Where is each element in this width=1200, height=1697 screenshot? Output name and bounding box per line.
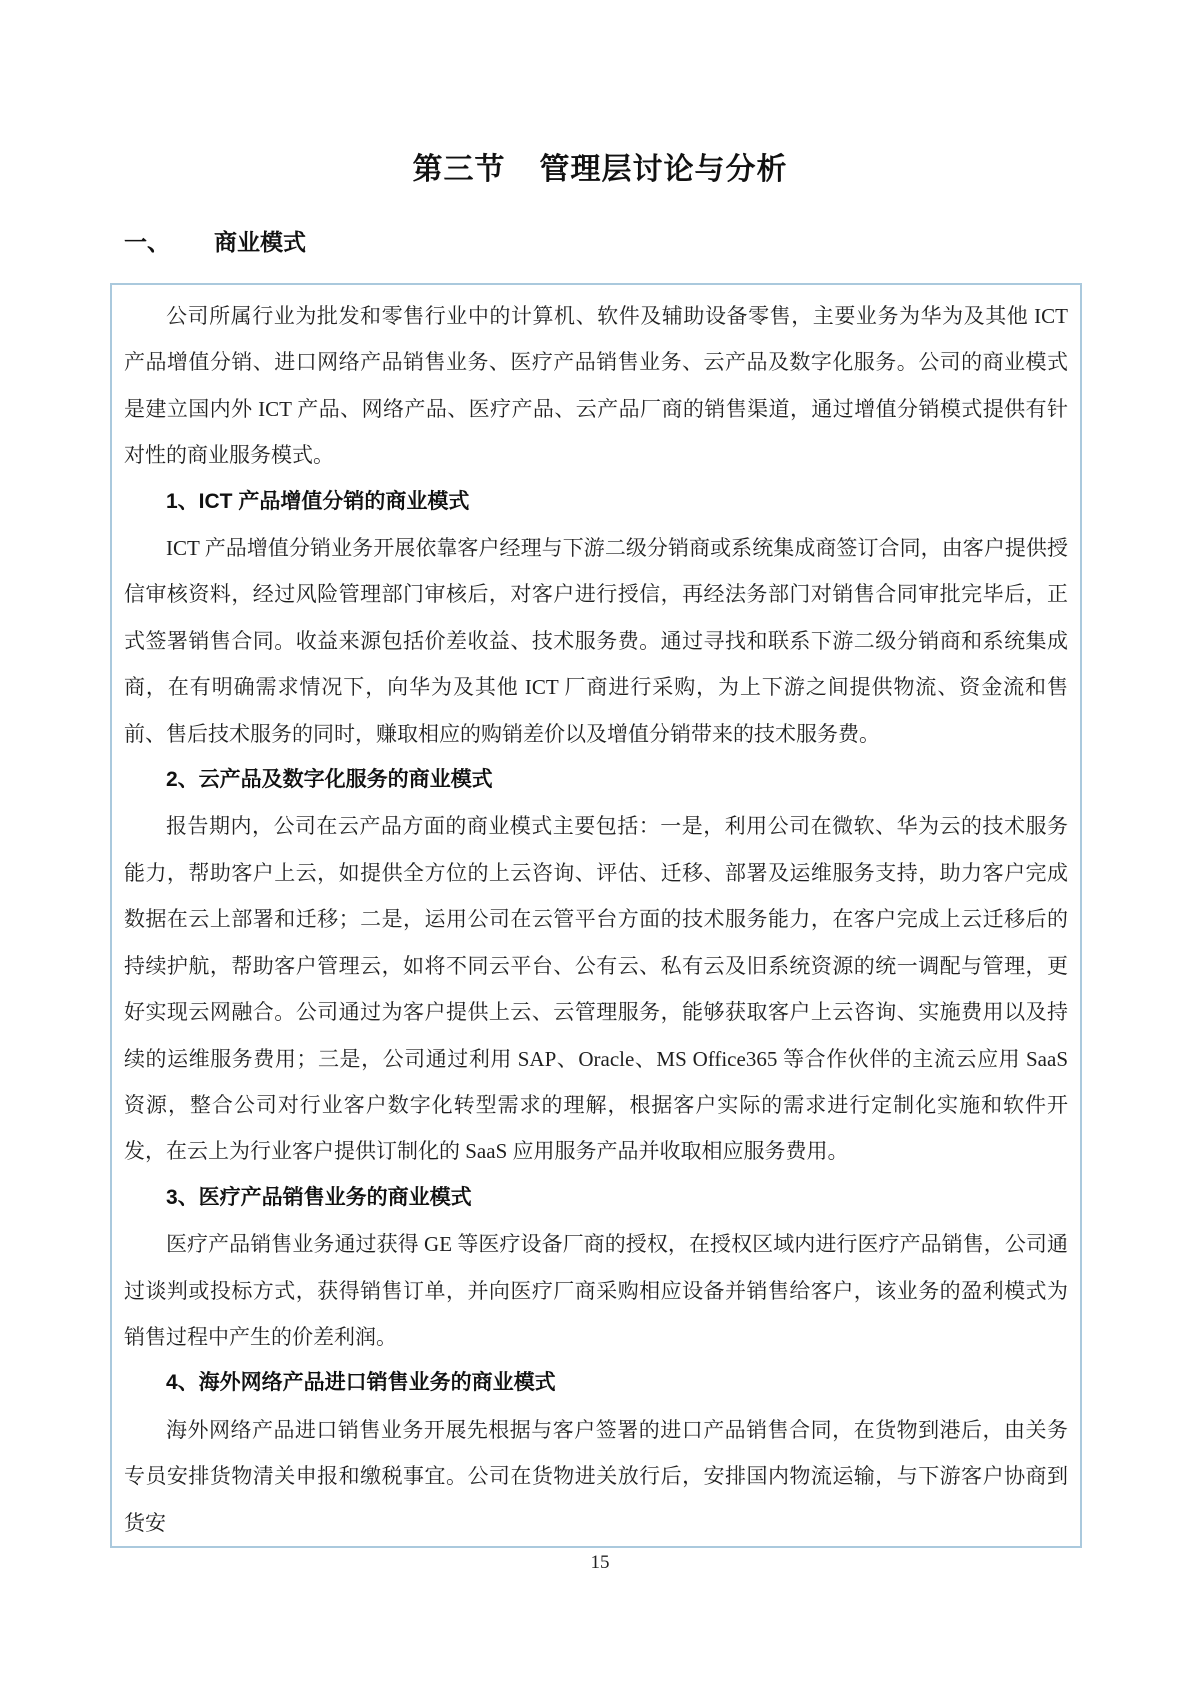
paragraph: 医疗产品销售业务通过获得 GE 等医疗设备厂商的授权，在授权区域内进行医疗产品销售，公司通过谈判或投标方式，获得销售订单，并向医疗厂商采购相应设备并销售给客户，该业务的盈利模式为销售过程中产生的价差利润。: [124, 1232, 1068, 1349]
section-heading: [124, 226, 306, 258]
section-number: 一、: [124, 229, 170, 255]
paragraph: 公司所属行业为批发和零售行业中的计算机、软件及辅助设备零售，主要业务为华为及其他 ICT 产品增值分销、进口网络产品销售业务、医疗产品销售业务、云产品及数字化服务。公司的商业模式是建立国内外 ICT 产品、网络产品、医疗产品、云产品厂商的销售渠道，通过增值分销模式提供有针对性的商业服务模式。: [124, 304, 1068, 468]
sub-heading: 4、海外网络产品进口销售业务的商业模式: [166, 1371, 556, 1395]
paragraph: 海外网络产品进口销售业务开展先根据与客户签署的进口产品销售合同，在货物到港后，由关务专员安排货物清关申报和缴税事宜。公司在货物进关放行后，安排国内物流运输，与下游客户协商到货安: [124, 1417, 1068, 1535]
section-title: 商业模式: [214, 229, 306, 255]
sub-heading: 2、云产品及数字化服务的商业模式: [166, 768, 493, 792]
page-number: 15: [590, 1552, 610, 1573]
sub-heading: 3、医疗产品销售业务的商业模式: [166, 1185, 472, 1209]
chapter-title: 管理层讨论与分析: [539, 153, 788, 186]
paragraph: 报告期内，公司在云产品方面的商业模式主要包括：一是，利用公司在微软、华为云的技术服务能力，帮助客户上云，如提供全方位的上云咨询、评估、迁移、部署及运维服务支持，助力客户完成数据在云上部署和迁移；二是，运用公司在云管平台方面的技术服务能力，在客户完成上云迁移后的持续护航，帮助客户管理云，如将不同云平台、公有云、私有云及旧系统资源的统一调配与管理，更好实现云网融合。公司通过为客户提供上云、云管理服务，能够获取客户上云咨询、实施费用以及持续的运维服务费用；三是，公司通过利用 SAP、Oracle、MS Office365 等合作伙伴的主流云应用 SaaS 资源，整合公司对行业客户数字化转型需求的理解，根据客户实际的需求进行定制化实施和软件开发，在云上为行业客户提供订制化的 SaaS 应用服务产品并收取相应服务费用。: [124, 814, 1068, 1164]
sub-heading: 1、ICT 产品增值分销的商业模式: [166, 489, 470, 513]
business-model-text-box: [110, 283, 1082, 1548]
chapter-label: 第三节: [412, 153, 506, 186]
page-title: [0, 150, 1200, 190]
paragraph: ICT 产品增值分销业务开展依靠客户经理与下游二级分销商或系统集成商签订合同，由客户提供授信审核资料，经过风险管理部门审核后，对客户进行授信，再经法务部门对销售合同审批完毕后，正式签署销售合同。收益来源包括价差收益、技术服务费。通过寻找和联系下游二级分销商和系统集成商，在有明确需求情况下，向华为及其他 ICT 厂商进行采购，为上下游之间提供物流、资金流和售前、售后技术服务的同时，赚取相应的购销差价以及增值分销带来的技术服务费。: [124, 536, 1068, 746]
